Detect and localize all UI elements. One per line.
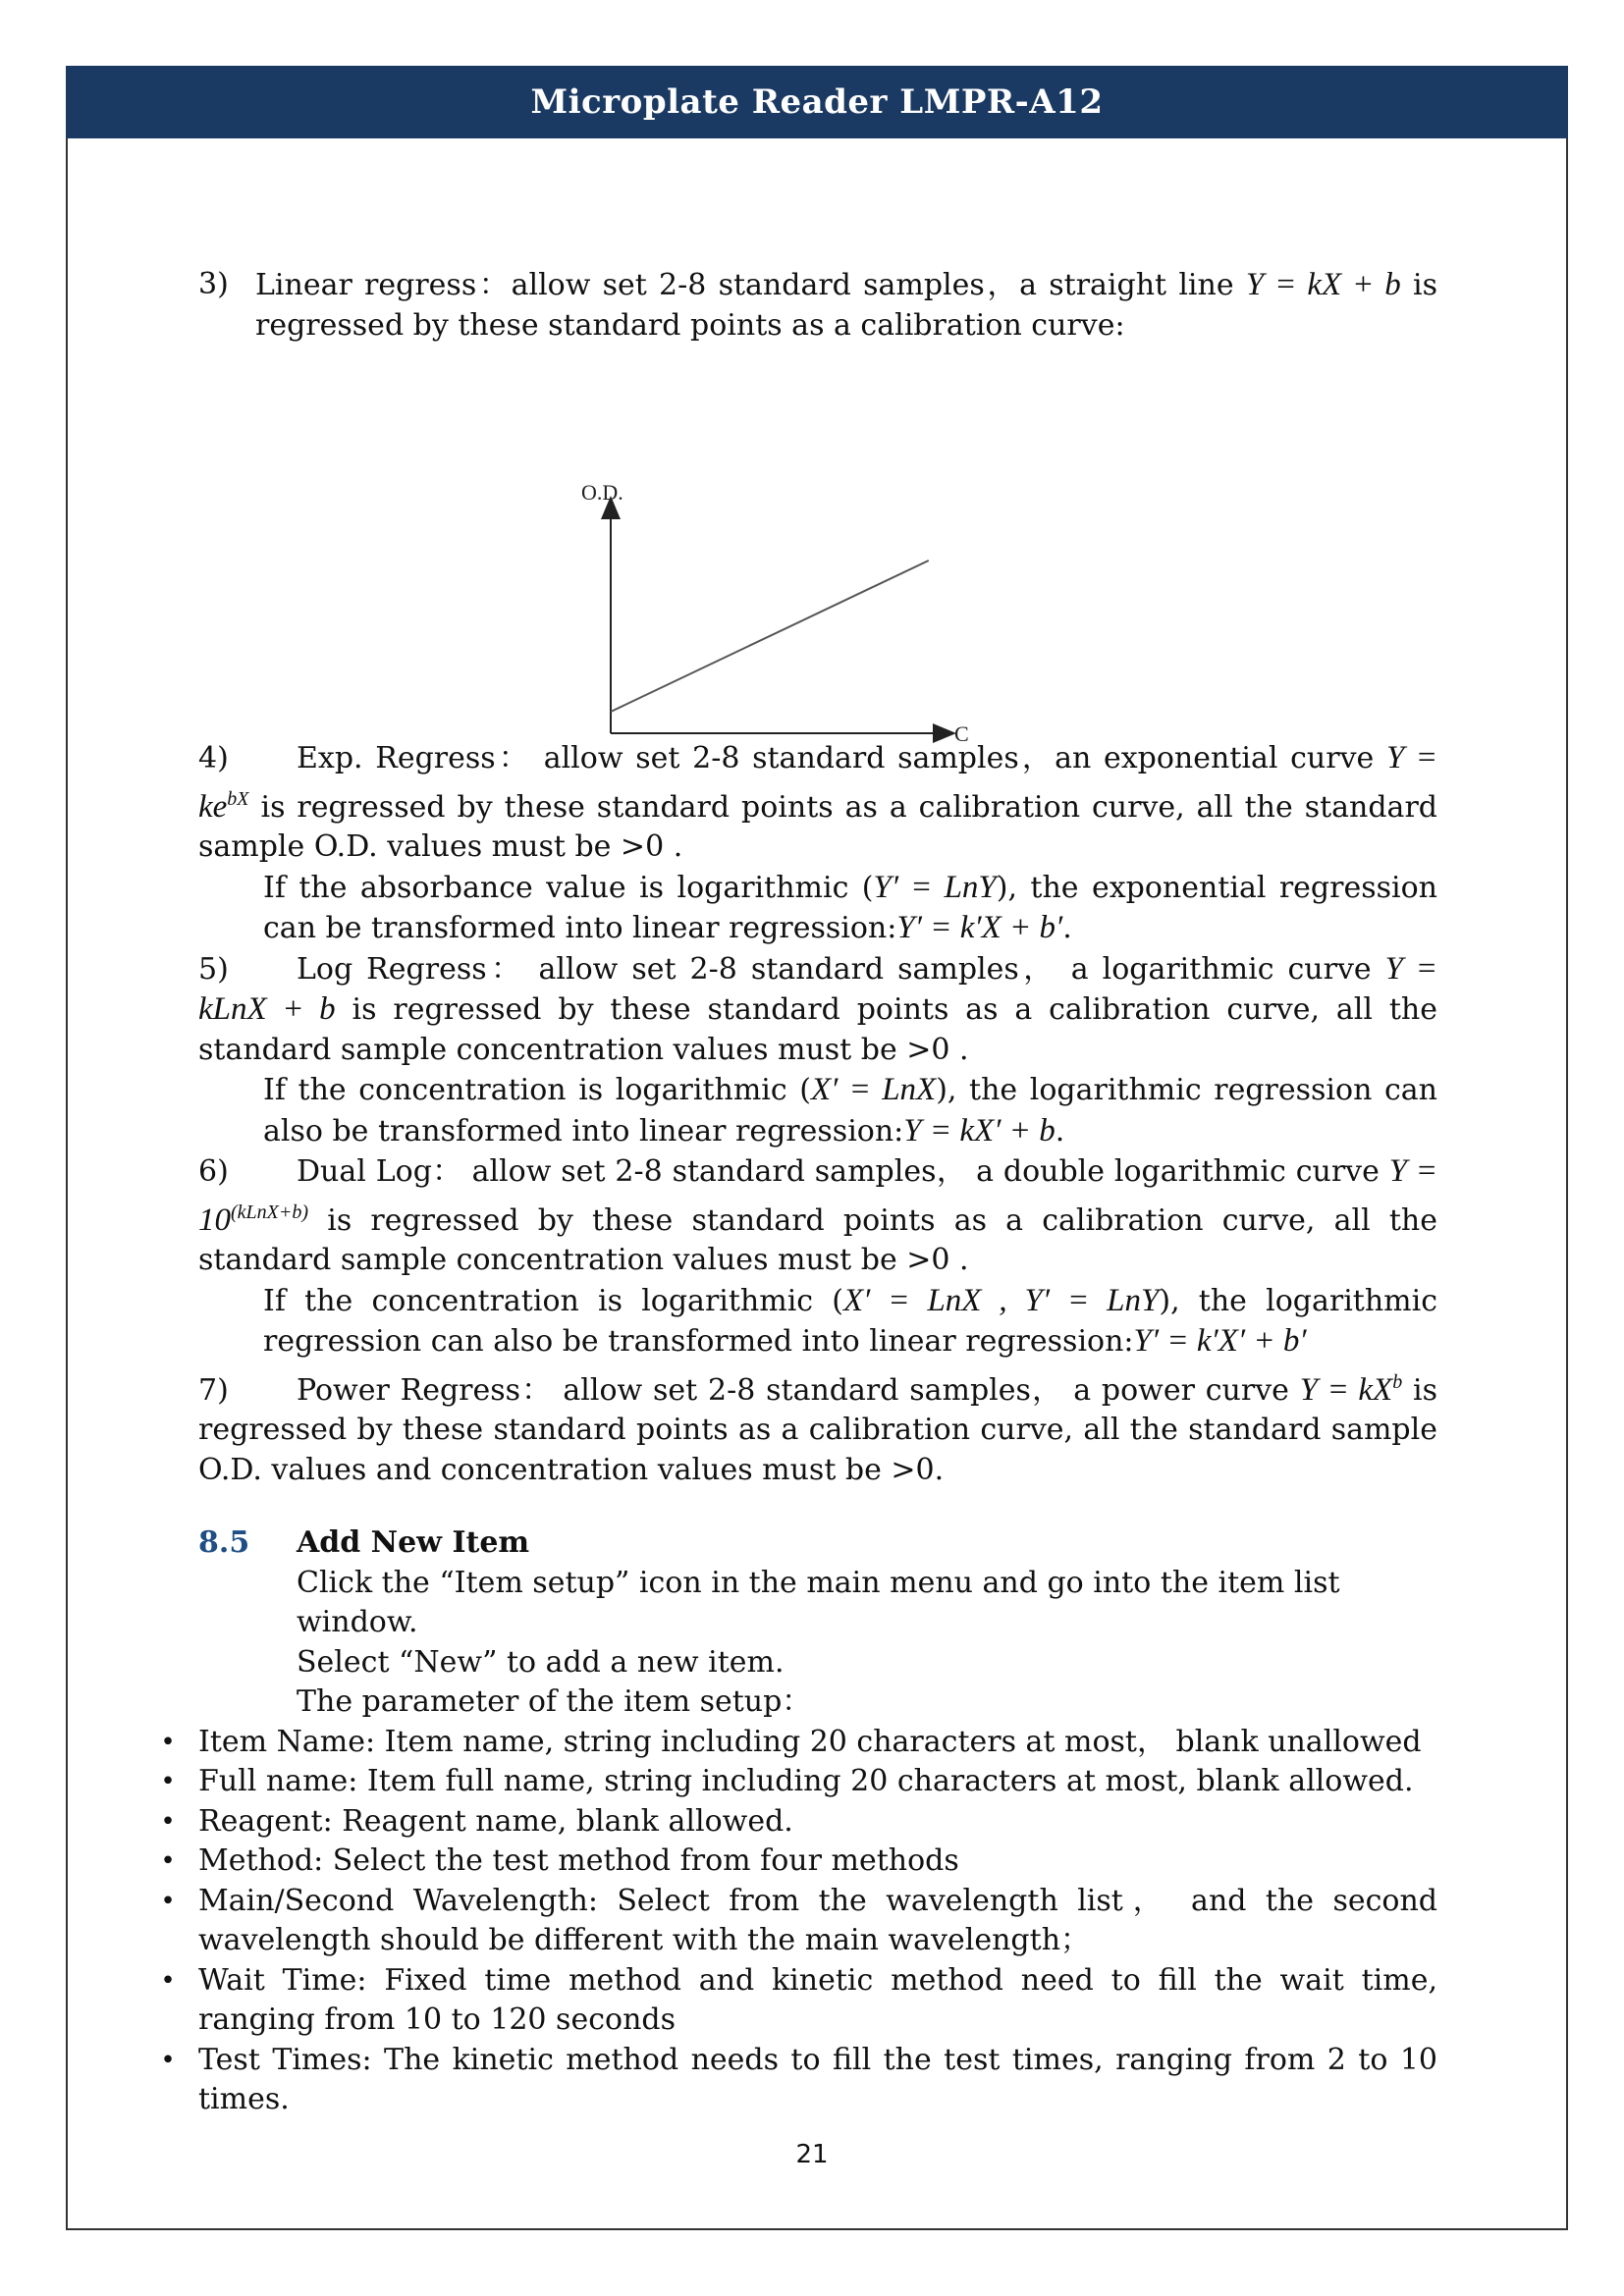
formula: X′ = LnX , Y′ = LnY: [843, 1282, 1160, 1318]
item-label: Exp. Regress：: [297, 741, 531, 775]
bullet-icon: •: [160, 1846, 176, 1876]
formula: X′ = LnX: [810, 1072, 937, 1107]
header-title: Microplate Reader LMPR-A12: [530, 82, 1104, 122]
section-number: 8.5: [198, 1525, 250, 1560]
list-item: • Test Times: The kinetic method needs to fill the test times, ranging from 2 to 10 times.: [137, 2041, 1437, 2120]
item-text: is regressed by these standard points as a calibration curve, all the standard sample concentration values must be >0 .: [198, 992, 1437, 1067]
y-axis-label: O.D.: [581, 483, 623, 505]
formula: Y′ = k′X + b′: [896, 910, 1063, 945]
item-number: 4): [198, 741, 229, 775]
item-subtext: ), the exponential regression can be transformed into linear regression:: [263, 870, 1438, 945]
calibration-chart: [198, 346, 1437, 746]
list-item: • Reagent: Reagent name, blank allowed.: [137, 1802, 1437, 1842]
item-text: is regressed by these standard points as a calibration curve:: [255, 268, 1437, 343]
formula: $Y = ke^{bX}$: [198, 740, 1438, 825]
item-subtext: If the absorbance value is logarithmic (: [263, 870, 874, 905]
list-item: • Item Name: Item name, string including 20 characters at most， blank unallowed: [137, 1723, 1437, 1763]
bullet-icon: •: [160, 1806, 176, 1837]
item-number: 7): [198, 1372, 229, 1408]
item-log-regress: 5) Log Regress： allow set 2-8 standard samples， a logarithmic curve Y = kLnX + b is regressed by these standard points as a calibration curve, all the standard sample concentration values must be >0 . If the concentration is logarithmic (X′ = LnX), the logarithmic regression can also be transformed into linear regression:Y = kX′ + b.: [198, 950, 1437, 1148]
item-text: is regressed by these standard points as a calibration curve, all the standard sample concentration values must be >0 .: [198, 1202, 1437, 1277]
page-content: [160, 265, 1438, 2120]
item-text: Linear regress：allow set 2-8 standard samples，a straight line: [255, 268, 1234, 302]
formula: $Y = kX^b$: [1299, 1370, 1403, 1408]
item-number: 3): [198, 267, 229, 301]
formula: Y′ = LnY: [873, 869, 997, 905]
list-item: • Main/Second Wavelength: Select from the wavelength list， and the second wavelength should be different with the main wavelength；: [137, 1882, 1437, 1961]
item-label: Power Regress：: [297, 1372, 553, 1408]
section-line: Click the “Item setup” icon in the main menu and go into the item list window.: [297, 1565, 1340, 1639]
series-line: [611, 561, 929, 712]
chart-svg: [571, 483, 984, 777]
section-line: Select “New” to add a new item.: [297, 1644, 785, 1680]
formula: Y′ = k′X′ + b′: [1133, 1323, 1307, 1359]
page-number: 21: [795, 2140, 829, 2169]
formula: $Y = 10^{(kLnX+b)}$: [198, 1153, 1438, 1238]
item-subtext: ), the logarithmic regression can also be transformed into linear regression:: [263, 1073, 1437, 1148]
item-text: allow set 2-8 standard samples， a logarithmic curve: [538, 951, 1372, 987]
formula: Y = kX′ + b: [903, 1112, 1056, 1148]
parameter-list: [137, 1723, 1437, 2120]
item-text: is regressed by these standard points as a calibration curve, all the standard sample O.D. values must be >0 .: [198, 789, 1437, 864]
bullet-icon: •: [160, 1727, 176, 1757]
item-linear-regress: [198, 265, 1437, 346]
item-power-regress: [198, 1362, 1437, 1491]
item-text: allow set 2-8 standard samples， a power curve: [563, 1372, 1289, 1408]
list-item: • Full name: Item full name, string including 20 characters at most, blank allowed.: [137, 1762, 1437, 1802]
section-line: The parameter of the item setup：: [297, 1684, 812, 1719]
item-subtext: If the concentration is logarithmic (: [263, 1283, 843, 1318]
section-heading: [198, 1523, 1437, 1564]
item-label: Log Regress：: [297, 951, 525, 987]
item-text: allow set 2-8 standard samples， a double logarithmic curve: [471, 1154, 1380, 1189]
item-dual-log: [198, 1151, 1437, 1362]
formula: Y = kX + b: [1245, 267, 1401, 302]
page-header: [66, 66, 1568, 138]
bullet-icon: •: [160, 1965, 176, 1996]
bullet-icon: •: [160, 1767, 176, 1796]
item-label: Dual Log：: [297, 1154, 462, 1189]
item-number: 6): [198, 1154, 229, 1189]
item-subtext: ), the logarithmic regression can also be transformed into linear regression:: [263, 1283, 1438, 1359]
section-title: Add New Item: [297, 1525, 530, 1560]
list-item: • Wait Time: Fixed time method and kinetic method need to fill the wait time, ranging from 10 to 120 seconds: [137, 1961, 1437, 2041]
item-number: 5): [198, 951, 229, 987]
x-axis-label: C: [954, 721, 969, 746]
item-exp-regress: 4) Exp. Regress： allow set 2-8 standard samples，an exponential curve $Y = ke^{bX}$ is regressed by these standard points as a calibration curve, all the standard sample O.D. values must be >0 . If the absorbance value is logarithmic (Y′ = LnY), the exponential regression can be transformed into linear regression:Y′ = k′X + b′.: [198, 740, 1438, 945]
formula: Y = kLnX + b: [198, 950, 1437, 1027]
list-item: • Method: Select the test method from four methods: [137, 1842, 1437, 1882]
bullet-icon: •: [160, 1886, 176, 1916]
item-text: allow set 2-8 standard samples，an exponential curve: [543, 741, 1375, 775]
item-subtext: If the concentration is logarithmic (: [263, 1073, 811, 1107]
item-text: is regressed by these standard points as a calibration curve, all the standard sample O.D. values and concentration values must be >0.: [198, 1372, 1438, 1487]
bullet-icon: •: [160, 2045, 176, 2075]
